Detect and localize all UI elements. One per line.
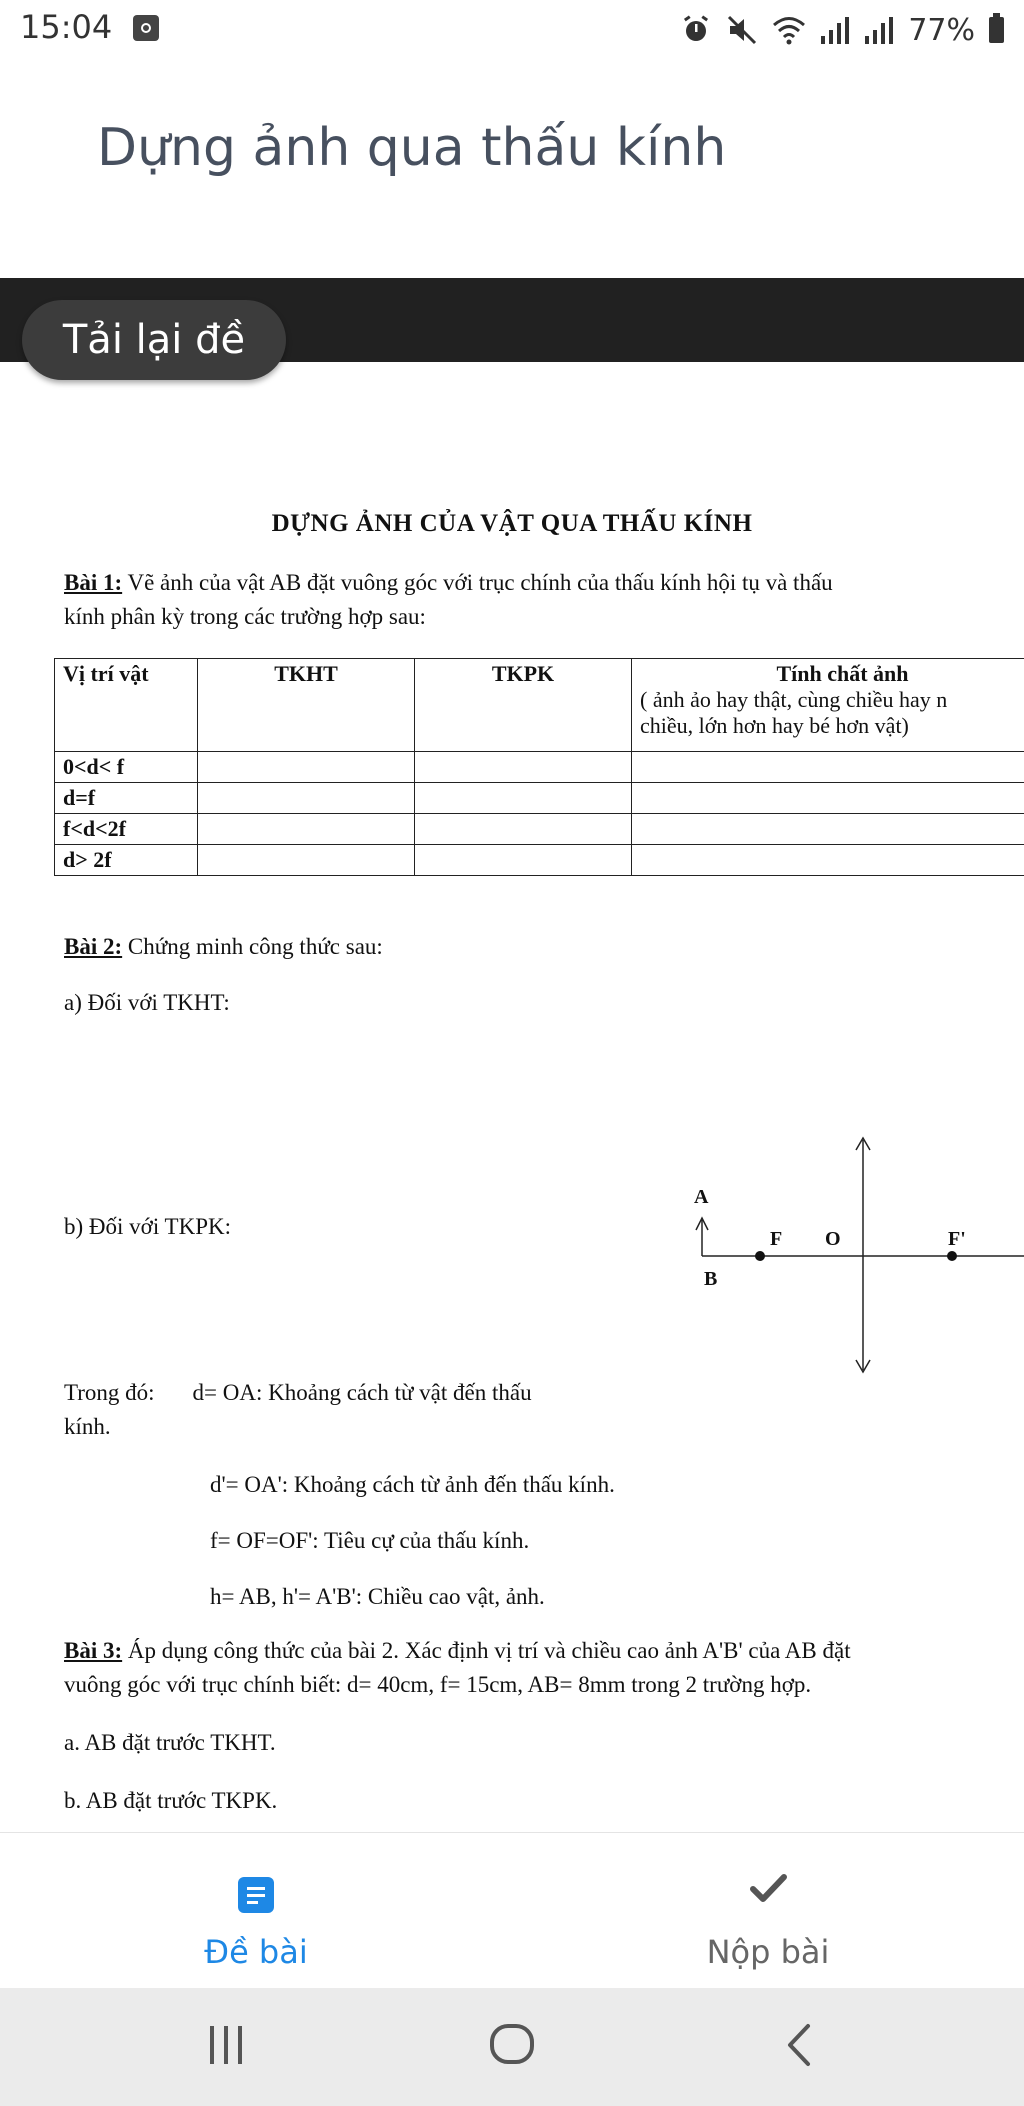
def-f: f= OF=OF': Tiêu cự của thấu kính.: [210, 1528, 530, 1553]
notification-icon: [133, 15, 159, 41]
table-header-note: ( ảnh ảo hay thật, cùng chiều hay n: [640, 687, 948, 712]
mute-icon: [726, 14, 758, 46]
document-title: DỰNG ẢNH CỦA VẬT QUA THẤU KÍNH: [271, 510, 753, 537]
bai3-text-line2: vuông góc với trục chính biết: d= 40cm, f= 15cm, AB= 8mm trong 2 trường hợp.: [64, 1672, 812, 1697]
label-o: O: [825, 1228, 841, 1250]
tab-de-bai[interactable]: [0, 1833, 512, 1989]
battery-percent: 77%: [908, 12, 975, 48]
table-header: TKHT: [198, 659, 415, 752]
label-f: F: [770, 1228, 783, 1250]
def-d: d= OA: Khoảng cách từ vật đến thấu: [192, 1380, 532, 1405]
focal-point-f-prime: [947, 1251, 957, 1261]
bottom-nav: [0, 1832, 1024, 1989]
table-header-note: chiều, lớn hơn hay bé hơn vật): [640, 713, 909, 738]
label-b: B: [704, 1268, 718, 1290]
label-f-prime: F': [948, 1228, 966, 1250]
home-icon[interactable]: [488, 2020, 536, 2068]
bai1-paragraph: [64, 566, 833, 600]
table-row: [55, 845, 1024, 876]
case-b-diverging: b) Đối với TKPK:: [64, 1214, 231, 1239]
table-header: Tính chất ảnh: [776, 661, 909, 686]
bai3-label: Bài 3:: [64, 1638, 123, 1663]
def-d-cont: kính.: [64, 1414, 111, 1439]
back-icon[interactable]: [782, 2020, 818, 2070]
signal-icon: [820, 16, 850, 44]
case-b: b. AB đặt trước TKPK.: [64, 1788, 278, 1813]
bai1-text-line2: kính phân kỳ trong các trường hợp sau:: [64, 604, 426, 629]
tab-nop-bai-label: Nộp bài: [706, 1933, 830, 1971]
trong-do-label: Trong đó:: [64, 1380, 155, 1405]
table-header: Vị trí vật: [55, 659, 198, 752]
table-header-row: [55, 659, 1024, 752]
bai3-paragraph: [64, 1634, 851, 1668]
battery-icon: [989, 17, 1004, 43]
bai3-text: Áp dụng công thức của bài 2. Xác định vị trí và chiều cao ảnh A'B' của AB đặt: [122, 1638, 851, 1663]
table-header: TKPK: [415, 659, 632, 752]
label-a: A: [694, 1186, 709, 1208]
wifi-icon: [772, 15, 806, 45]
tab-de-bai-label: Đề bài: [204, 1933, 308, 1971]
image-properties-table: [54, 658, 1024, 876]
def-d-prime: d'= OA': Khoảng cách từ ảnh đến thấu kính.: [210, 1472, 615, 1497]
recent-apps-icon[interactable]: [206, 2020, 246, 2070]
case-a-converging: a) Đối với TKHT:: [64, 990, 230, 1015]
focal-point-f: [755, 1251, 765, 1261]
bai2-label: Bài 2:: [64, 934, 123, 959]
table-row: [55, 814, 1024, 845]
signal-icon-2: [864, 16, 894, 44]
table-cell: 0<d< f: [55, 752, 198, 783]
reload-button[interactable]: Tải lại đề: [22, 300, 286, 380]
table-cell: f<d<2f: [55, 814, 198, 845]
bai2-paragraph: [64, 930, 383, 964]
exercise-document[interactable]: [0, 440, 1024, 1830]
system-nav-bar: [0, 1988, 1024, 2106]
definitions-line1: [64, 1376, 532, 1410]
case-a: a. AB đặt trước TKHT.: [64, 1730, 276, 1755]
table-row: [55, 752, 1024, 783]
status-time: 15:04: [20, 8, 113, 46]
table-cell: d=f: [55, 783, 198, 814]
tab-nop-bai[interactable]: [512, 1833, 1024, 1989]
lens-diagram-svg: [680, 1090, 1024, 1390]
alarm-icon: [680, 14, 712, 46]
status-bar: [0, 0, 1024, 64]
bai1-label: Bài 1:: [64, 570, 123, 595]
table-header-properties: [632, 659, 1024, 752]
def-h: h= AB, h'= A'B': Chiều cao vật, ảnh.: [210, 1584, 545, 1609]
bai1-text: Vẽ ảnh của vật AB đặt vuông góc với trục chính của thấu kính hội tụ và thấu: [122, 570, 833, 595]
page-title: Dựng ảnh qua thấu kính: [97, 118, 727, 178]
lens-diagram: [680, 1090, 1024, 1390]
table-cell: d> 2f: [55, 845, 198, 876]
table-row: [55, 783, 1024, 814]
checkmark-icon: [748, 1871, 788, 1907]
bai2-text: Chứng minh công thức sau:: [122, 934, 383, 959]
document-icon: [236, 1875, 276, 1915]
